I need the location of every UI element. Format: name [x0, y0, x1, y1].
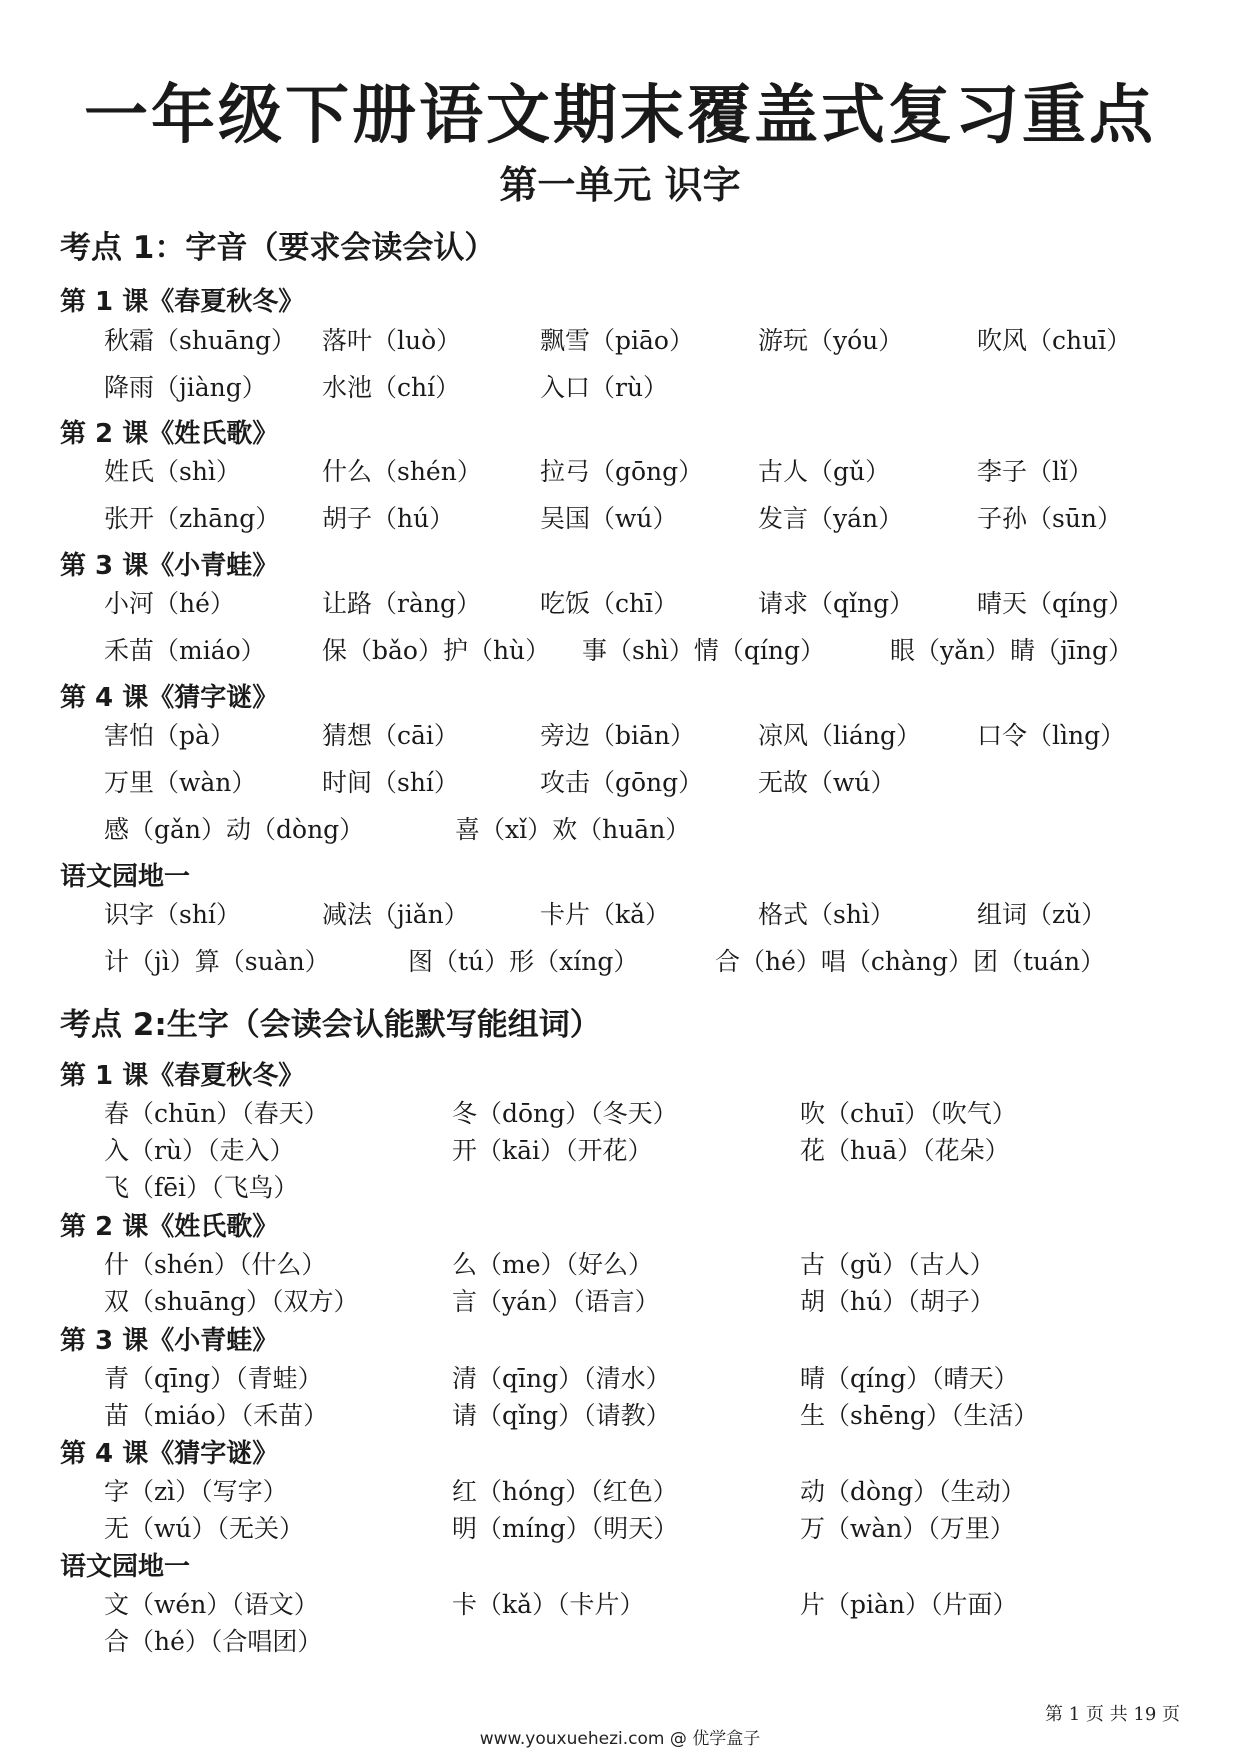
character-item: 晴（qíng）（晴天）	[800, 1364, 1019, 1393]
character-item: 片（piàn）（片面）	[800, 1590, 1018, 1619]
vocab-item: 禾苗（miáo）	[104, 636, 266, 665]
vocab-item: 组词（zǔ）	[977, 900, 1107, 929]
character-item: 合（hé）（合唱团）	[104, 1627, 323, 1656]
character-item: 花（huā）（花朵）	[800, 1136, 1010, 1165]
vocab-item: 什么（shén）	[322, 457, 482, 486]
character-item: 清（qīng）（清水）	[452, 1364, 671, 1393]
vocab-item: 时间（shí）	[322, 768, 459, 797]
vocab-item: 胡子（hú）	[322, 504, 455, 533]
vocab-item: 事（shì）情（qíng）	[582, 636, 826, 665]
vocab-item: 吹风（chuī）	[977, 326, 1132, 355]
vocab-item: 猜想（cāi）	[322, 721, 459, 750]
vocab-item: 识字（shí）	[104, 900, 241, 929]
vocab-item: 攻击（gōng）	[540, 768, 704, 797]
vocab-item: 图（tú）形（xíng）	[408, 947, 639, 976]
lesson-title: 第 2 课《姓氏歌》	[60, 419, 279, 449]
vocab-item: 发言（yán）	[758, 504, 904, 533]
vocab-item: 古人（gǔ）	[758, 457, 891, 486]
vocab-item: 喜（xǐ）欢（huān）	[455, 815, 691, 844]
character-item: 胡（hú）（胡子）	[800, 1287, 995, 1316]
lesson-title: 第 3 课《小青蛙》	[60, 1326, 279, 1356]
vocab-item: 口令（lìng）	[977, 721, 1126, 750]
character-item: 么（me）（好么）	[452, 1250, 654, 1279]
vocab-item: 减法（jiǎn）	[322, 900, 469, 929]
vocab-item: 旁边（biān）	[540, 721, 696, 750]
character-item: 吹（chuī）（吹气）	[800, 1099, 1017, 1128]
site-watermark: www.youxuehezi.com @ 优学盒子	[479, 1729, 761, 1749]
character-item: 古（gǔ）（古人）	[800, 1250, 995, 1279]
vocab-item: 落叶（luò）	[322, 326, 462, 355]
vocab-item: 降雨（jiàng）	[104, 373, 267, 402]
vocab-item: 晴天（qíng）	[977, 589, 1134, 618]
vocab-item: 格式（shì）	[758, 900, 895, 929]
section-heading: 考点 2:生字（会读会认能默写能组词）	[60, 1007, 601, 1043]
lesson-title: 第 3 课《小青蛙》	[60, 551, 279, 581]
character-item: 冬（dōng）（冬天）	[452, 1099, 678, 1128]
vocab-item: 入口（rù）	[540, 373, 669, 402]
character-item: 生（shēng）（生活）	[800, 1401, 1039, 1430]
character-item: 卡（kǎ）（卡片）	[452, 1590, 645, 1619]
vocab-item: 计（jì）算（suàn）	[104, 947, 330, 976]
character-item: 飞（fēi）（飞鸟）	[104, 1173, 299, 1202]
vocab-item: 姓氏（shì）	[104, 457, 241, 486]
vocab-item: 感（gǎn）动（dòng）	[104, 815, 365, 844]
character-item: 入（rù）（走入）	[104, 1136, 295, 1165]
vocab-item: 让路（ràng）	[322, 589, 481, 618]
page-title: 一年级下册语文期末覆盖式复习重点	[84, 79, 1156, 153]
unit-subtitle: 第一单元 识字	[499, 163, 741, 207]
character-item: 万（wàn）（万里）	[800, 1514, 1015, 1543]
character-item: 苗（miáo）（禾苗）	[104, 1401, 329, 1430]
character-item: 请（qǐng）（请教）	[452, 1401, 671, 1430]
character-item: 文（wén）（语文）	[104, 1590, 319, 1619]
vocab-item: 水池（chí）	[322, 373, 461, 402]
lesson-title: 第 1 课《春夏秋冬》	[60, 287, 305, 317]
character-item: 双（shuāng）（双方）	[104, 1287, 359, 1316]
lesson-title: 语文园地一	[60, 862, 191, 892]
vocab-item: 张开（zhāng）	[104, 504, 281, 533]
lesson-title: 语文园地一	[60, 1552, 191, 1582]
character-item: 春（chūn）（春天）	[104, 1099, 329, 1128]
vocab-item: 请求（qǐng）	[758, 589, 915, 618]
vocab-item: 小河（hé）	[104, 589, 235, 618]
character-item: 什（shén）（什么）	[104, 1250, 327, 1279]
lesson-title: 第 1 课《春夏秋冬》	[60, 1061, 305, 1091]
page-number: 第 1 页 共 19 页	[1045, 1704, 1180, 1725]
vocab-item: 吃饭（chī）	[540, 589, 679, 618]
vocab-item: 害怕（pà）	[104, 721, 235, 750]
character-item: 无（wú）（无关）	[104, 1514, 305, 1543]
character-item: 红（hóng）（红色）	[452, 1477, 678, 1506]
lesson-title: 第 2 课《姓氏歌》	[60, 1212, 279, 1242]
character-item: 动（dòng）（生动）	[800, 1477, 1026, 1506]
section-heading: 考点 1：字音（要求会读会认）	[60, 230, 496, 266]
vocab-item: 吴国（wú）	[540, 504, 678, 533]
vocab-item: 子孙（sūn）	[977, 504, 1123, 533]
lesson-title: 第 4 课《猜字谜》	[60, 1439, 279, 1469]
character-item: 青（qīng）（青蛙）	[104, 1364, 323, 1393]
lesson-title: 第 4 课《猜字谜》	[60, 683, 279, 713]
character-item: 开（kāi）（开花）	[452, 1136, 653, 1165]
vocab-item: 无故（wú）	[758, 768, 896, 797]
vocab-item: 秋霜（shuāng）	[104, 326, 297, 355]
character-item: 言（yán）（语言）	[452, 1287, 660, 1316]
vocab-item: 凉风（liáng）	[758, 721, 922, 750]
vocab-item: 拉弓（gōng）	[540, 457, 704, 486]
vocab-item: 卡片（kǎ）	[540, 900, 671, 929]
vocab-item: 万里（wàn）	[104, 768, 257, 797]
vocab-item: 眼（yǎn）睛（jīng）	[890, 636, 1133, 665]
vocab-item: 游玩（yóu）	[758, 326, 904, 355]
character-item: 字（zì）（写字）	[104, 1477, 288, 1506]
vocab-item: 合（hé）唱（chàng）团（tuán）	[715, 947, 1106, 976]
vocab-item: 保（bǎo）护（hù）	[322, 636, 551, 665]
vocab-item: 飘雪（piāo）	[540, 326, 694, 355]
vocab-item: 李子（lǐ）	[977, 457, 1093, 486]
character-item: 明（míng）（明天）	[452, 1514, 679, 1543]
